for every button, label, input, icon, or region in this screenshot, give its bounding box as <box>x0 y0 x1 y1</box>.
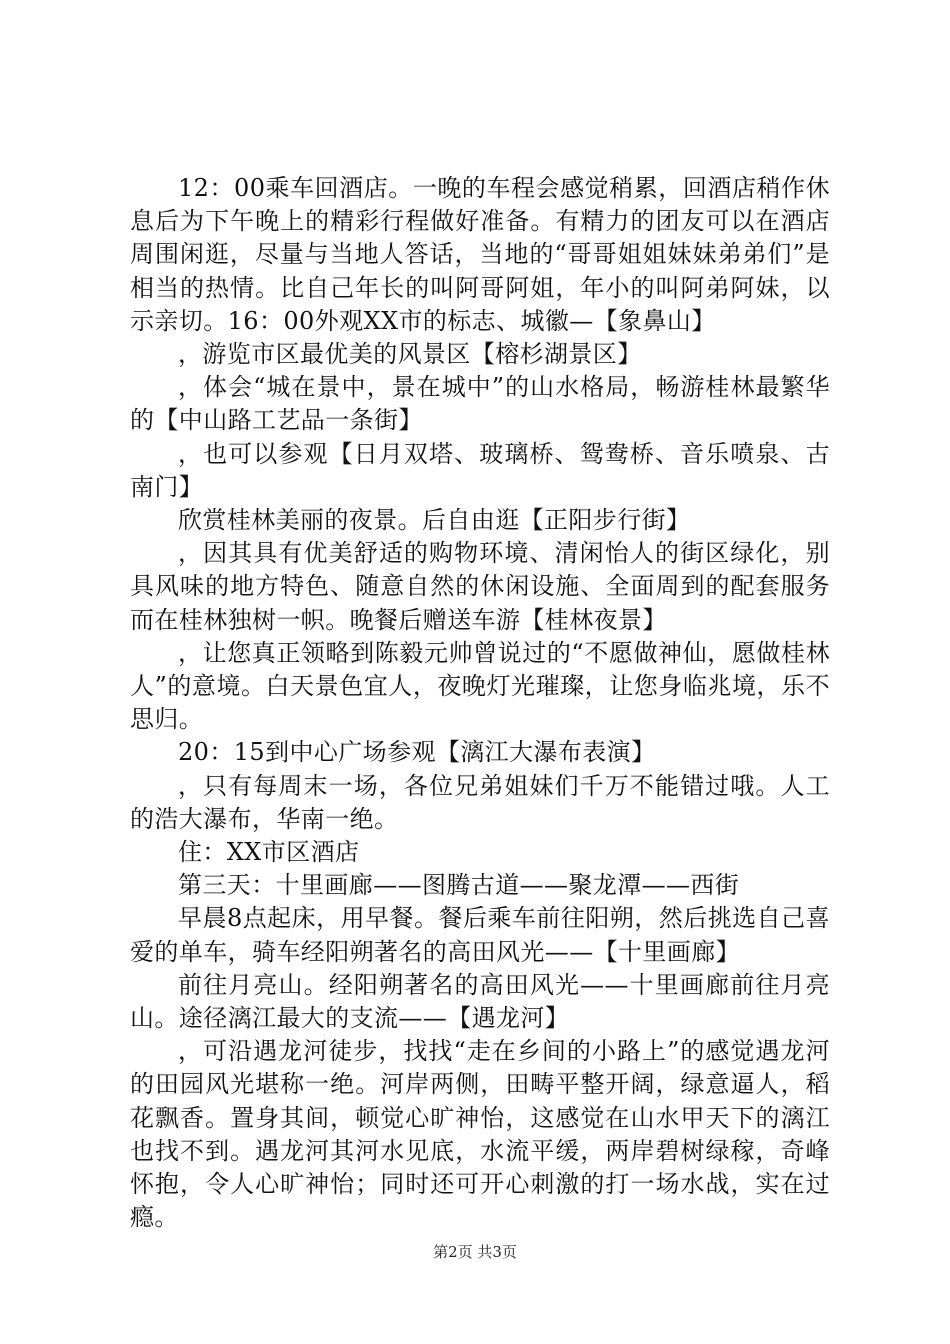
paragraph-day-three-heading: 第三天：十里画廊——图腾古道——聚龙潭——西街 <box>178 871 740 900</box>
document-body <box>130 172 830 1235</box>
paragraph-waterfall-show: 20：15到中心广场参观【漓江大瀑布表演】 <box>178 738 656 767</box>
paragraph-return-hotel: 12：00乘车回酒店。一晚的车程会感觉稍累，回酒店稍作休息后为下午晚上的精彩行程做好准备。有精力的团友可以在酒店周围闲逛，尽量与当地人答话，当地的“哥哥姐姐妹妹弟弟们”是相当的热情。比自己年长的叫阿哥阿姐，年小的叫阿弟阿妹，以示亲切。16：00外观XX市的标志、城徽—【象鼻山】 <box>130 174 830 335</box>
paragraph-rongshan-lake: ，游览市区最优美的风景区【榕杉湖景区】 <box>178 340 642 369</box>
paragraph-guilin-people: ，让您真正领略到陈毅元帅曾说过的“不愿做神仙，愿做桂林人”的意境。白天景色宜人，夜晚灯光璀璨，让您身临兆境，乐不思归。 <box>130 638 830 734</box>
paragraph-weekend-only: ，只有每周末一场，各位兄弟姐妹们千万不能错过哦。人工的浩大瀑布，华南一绝。 <box>130 771 830 833</box>
paragraph-night-view: 欣赏桂林美丽的夜景。后自由逛【正阳步行街】 <box>178 506 691 535</box>
paragraph-twin-towers: ，也可以参观【日月双塔、玻璃桥、鸳鸯桥、音乐喷泉、古南门】 <box>130 439 830 501</box>
paragraph-zhongshan-road: ，体会“城在景中，景在城中”的山水格局，畅游桂林最繁华的【中山路工艺品一条街】 <box>130 373 830 435</box>
page-footer: 第2页 共3页 <box>433 1243 517 1261</box>
paragraph-moon-hill: 前往月亮山。经阳朔著名的高田风光——十里画廊前往月亮山。途径漓江最大的支流——【遇龙河】 <box>130 970 830 1033</box>
paragraph-morning-bike: 早晨8点起床，用早餐。餐后乘车前往阳朔，然后挑选自己喜爱的单车，骑车经阳朔著名的高田风光——【十里画廊】 <box>130 904 830 966</box>
paragraph-accommodation: 住：XX市区酒店 <box>178 838 360 867</box>
paragraph-yulong-river: ，可沿遇龙河徒步，找找“走在乡间的小路上”的感觉遇龙河的田园风光堪称一绝。河岸两侧，田畴平整开阔，绿意逼人，稻花飘香。置身其间，顿觉心旷神怡，这感觉在山水甲天下的漓江也找不到。遇龙河其河水见底，水流平缓，两岸碧树绿稼，奇峰怀抱，令人心旷神怡；同时还可开心刺激的打一场水战，实在过瘾。 <box>130 1037 830 1232</box>
paragraph-zhengyang-street: ，因其具有优美舒适的购物环境、清闲怡人的街区绿化，别具风味的地方特色、随意自然的休闲设施、全面周到的配套服务而在桂林独树一帜。晚餐后赠送车游【桂林夜景】 <box>130 539 830 634</box>
